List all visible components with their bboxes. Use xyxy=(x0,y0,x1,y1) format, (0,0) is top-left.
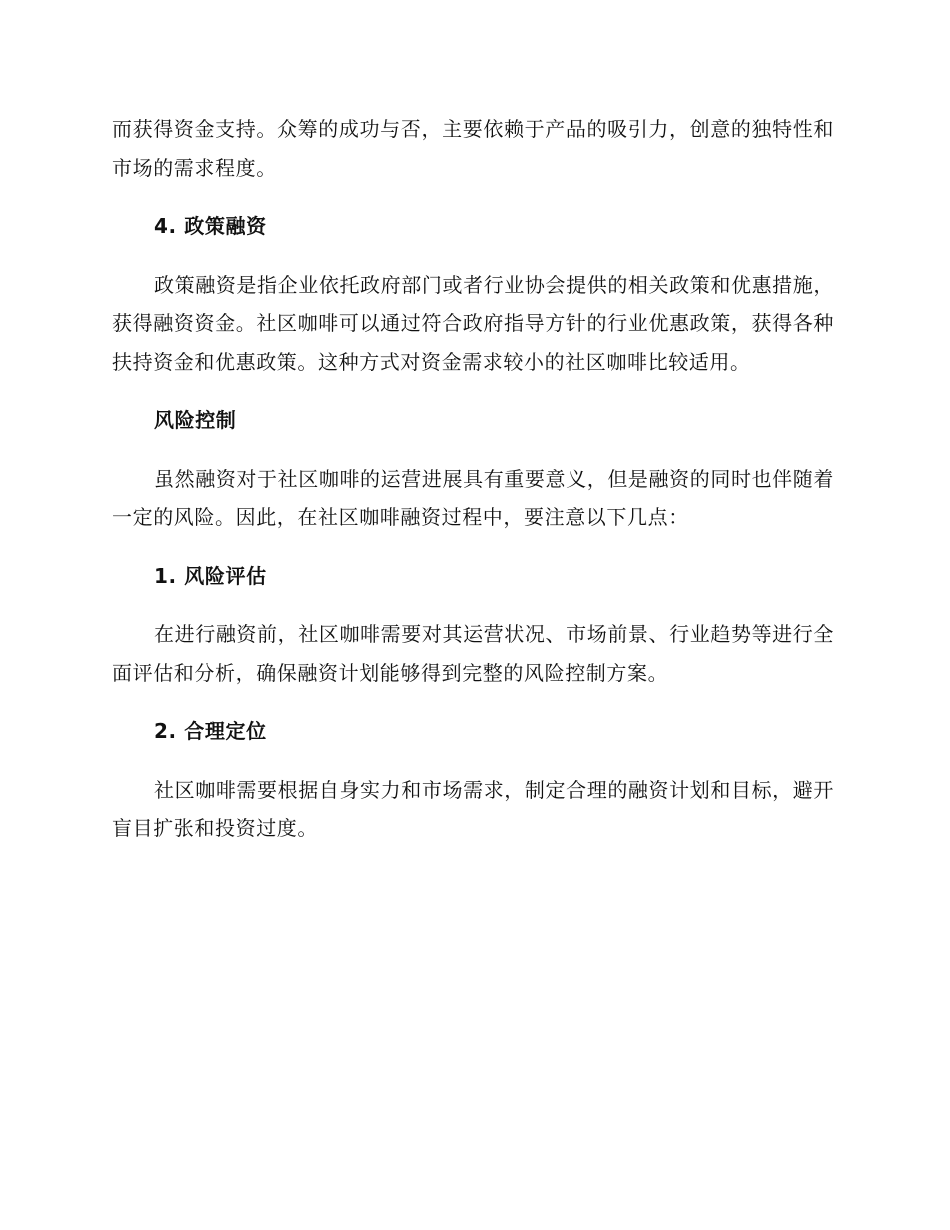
heading-reasonable-positioning: 2. 合理定位 xyxy=(154,719,267,743)
paragraph-policy-financing: 政策融资是指企业依托政府部门或者行业协会提供的相关政策和优惠措施，获得融资资金。社区咖啡可以通过符合政府指导方针的行业优惠政策，获得各种扶持资金和优惠政策。这种方式对资金需求较小的社区咖啡比较适用。 xyxy=(112,272,834,374)
document-body xyxy=(112,110,834,848)
heading-risk-control: 风险控制 xyxy=(154,408,237,432)
paragraph-crowdfunding-continuation: 而获得资金支持。众筹的成功与否，主要依赖于产品的吸引力，创意的独特性和市场的需求程度。 xyxy=(112,117,834,180)
paragraph-reasonable-positioning: 社区咖啡需要根据自身实力和市场需求，制定合理的融资计划和目标，避开盲目扩张和投资过度。 xyxy=(112,777,834,840)
paragraph-risk-assessment: 在进行融资前，社区咖啡需要对其运营状况、市场前景、行业趋势等进行全面评估和分析，确保融资计划能够得到完整的风险控制方案。 xyxy=(112,622,834,685)
paragraph-risk-control-intro: 虽然融资对于社区咖啡的运营进展具有重要意义，但是融资的同时也伴随着一定的风险。因此，在社区咖啡融资过程中，要注意以下几点： xyxy=(112,466,834,529)
heading-risk-assessment: 1. 风险评估 xyxy=(154,563,267,588)
heading-policy-financing: 4. 政策融资 xyxy=(154,214,267,238)
